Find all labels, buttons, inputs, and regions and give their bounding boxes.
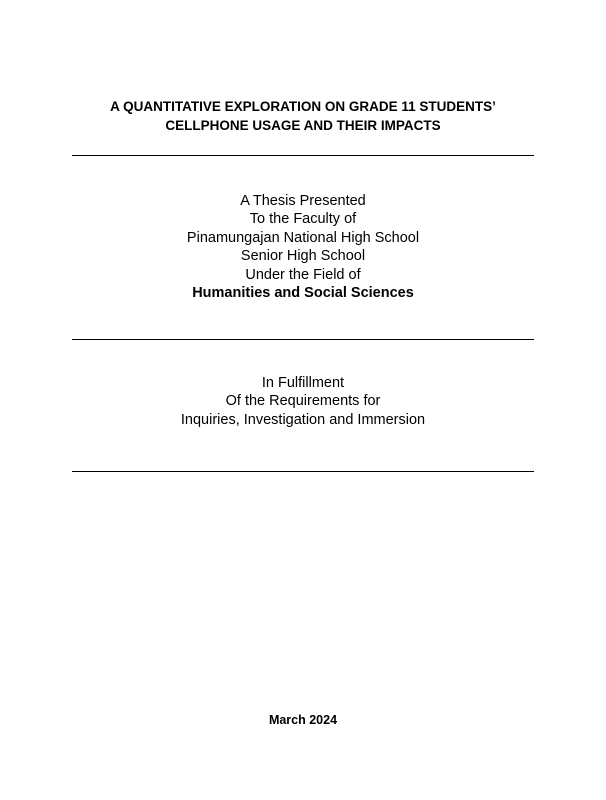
presented-line-2: To the Faculty of	[249, 211, 357, 228]
divider-line	[72, 339, 534, 340]
presented-line-5: Under the Field of	[245, 266, 361, 283]
fulfillment-statement	[0, 374, 606, 429]
submission-date: March 2024	[268, 713, 338, 727]
school-name: Pinamungajan National High School	[186, 229, 420, 246]
presented-line-1: A Thesis Presented	[240, 193, 366, 209]
thesis-title	[0, 97, 606, 135]
thesis-title-line-1: A QUANTITATIVE EXPLORATION ON GRADE 11 STUDENTS’	[110, 99, 496, 114]
fulfillment-line-1: In Fulfillment	[261, 375, 345, 391]
divider-line	[72, 155, 534, 156]
presentation-statement	[0, 192, 606, 302]
fulfillment-line-2: Of the Requirements for	[225, 393, 381, 410]
thesis-title-line-2: CELLPHONE USAGE AND THEIR IMPACTS	[165, 118, 441, 133]
course-name: Inquiries, Investigation and Immersion	[180, 411, 426, 428]
divider-line	[72, 471, 534, 472]
school-level: Senior High School	[240, 248, 366, 265]
field-of-study: Humanities and Social Sciences	[192, 285, 414, 302]
